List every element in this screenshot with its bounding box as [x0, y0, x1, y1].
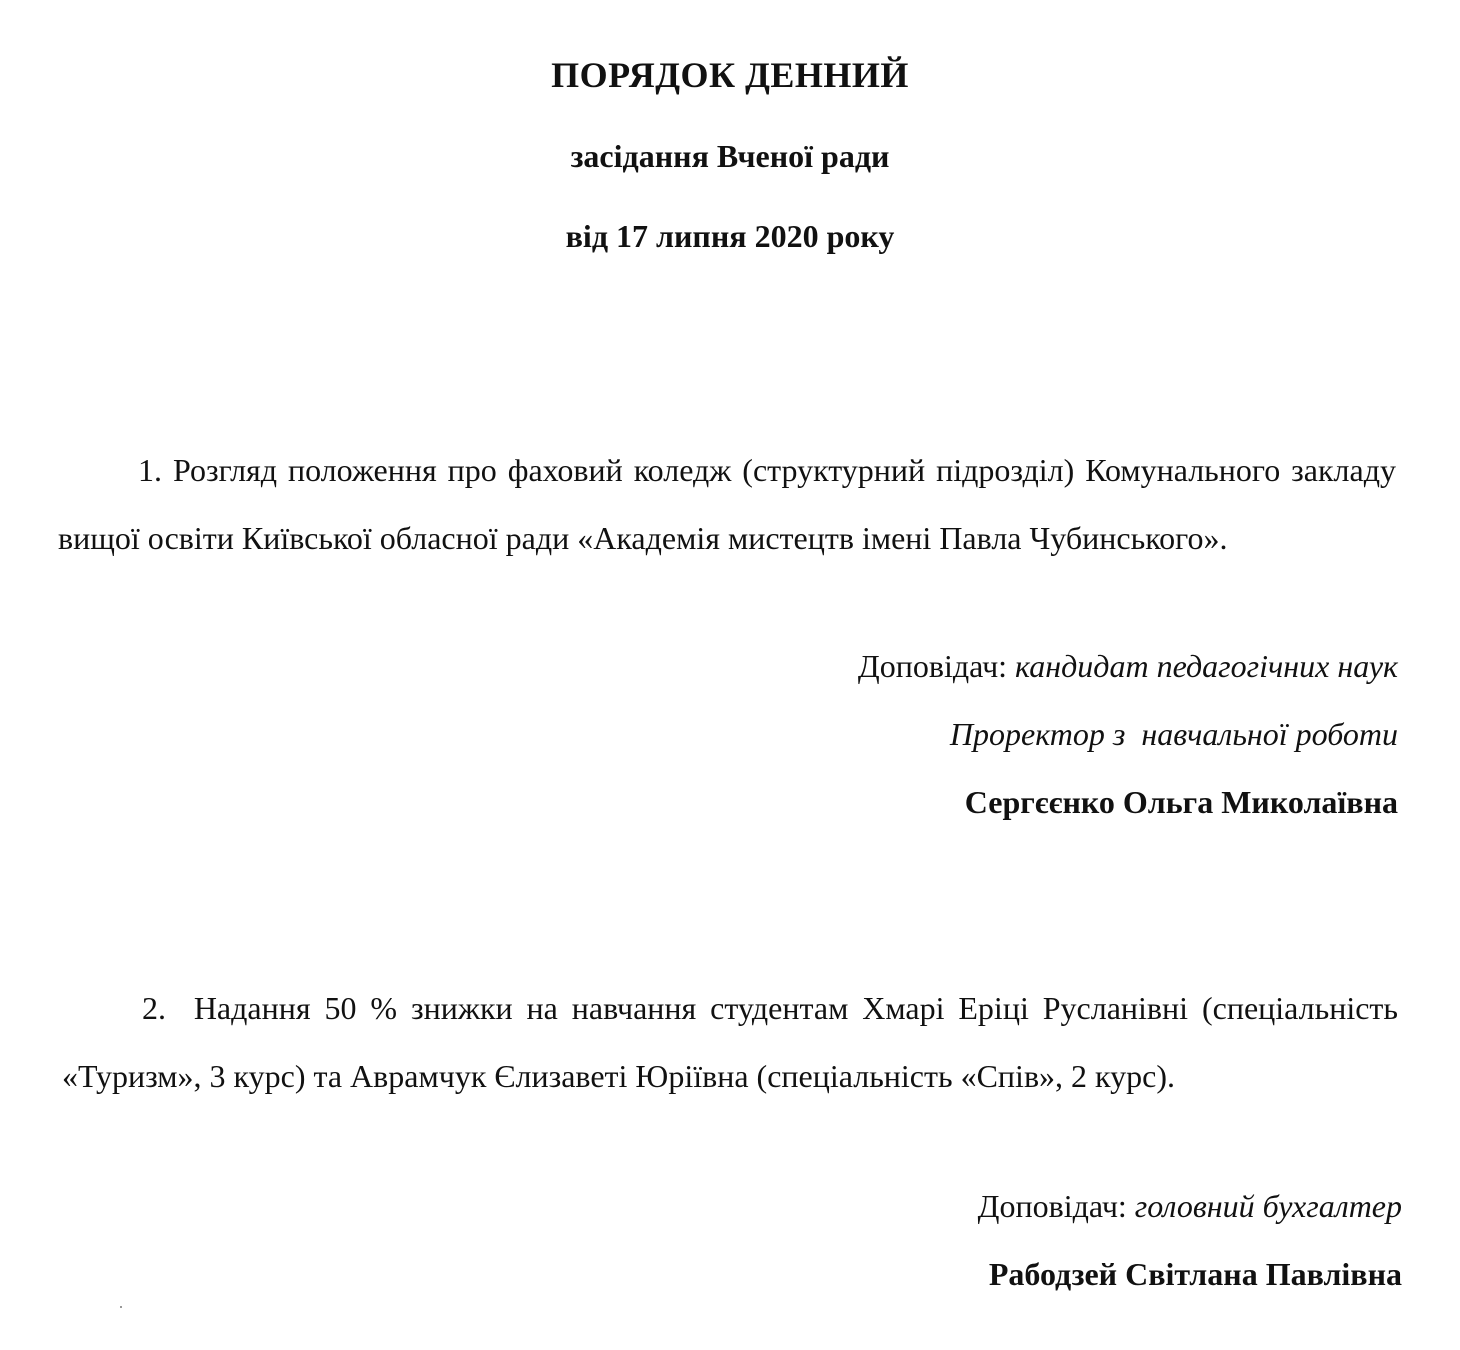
agenda-item-1-number: 1. [138, 452, 162, 488]
agenda-item-1-speaker-position: Проректор з навчальної роботи [949, 716, 1398, 752]
agenda-item-1-speaker-degree: кандидат педагогічних наук [1015, 648, 1398, 684]
agenda-item-2-speaker-position-line [978, 1188, 1402, 1225]
agenda-item-1-speaker-degree-line [858, 648, 1398, 685]
agenda-item-1-speaker-label: Доповідач: [857, 648, 1016, 684]
agenda-item-1-speaker-name-line [965, 784, 1398, 821]
agenda-item-2 [62, 974, 1398, 1110]
agenda-item-1-text: Розгляд положення про фаховий коледж (структурний підрозділ) Комунального закладу вищої освіти Київської обласної ради «Академія мистецтв імені Павла Чубинського». [58, 452, 1397, 556]
agenda-item-2-speaker-position: головний бухгалтер [1134, 1188, 1402, 1224]
agenda-item-1-speaker-name: Сергєєнко Ольга Миколаївна [964, 784, 1398, 820]
agenda-item-1 [58, 436, 1396, 572]
agenda-item-2-text: Надання 50 % знижки на навчання студентам Хмарі Еріці Русланівні (спеціальність «Туризм», 3 курс) та Аврамчук Єлизаветі Юріївна (спеціальність «Спів», 2 курс). [62, 990, 1399, 1094]
agenda-item-2-speaker-name: Рабодзей Світлана Павлівна [988, 1256, 1402, 1292]
agenda-item-2-speaker-label: Доповідач: [977, 1188, 1135, 1224]
document-date: від 17 липня 2020 року [565, 218, 895, 254]
document-subtitle: засідання Вченої ради [570, 138, 890, 174]
agenda-item-2-speaker-name-line [989, 1256, 1402, 1293]
scan-speck [120, 1306, 122, 1308]
document-title: ПОРЯДОК ДЕННИЙ [551, 55, 909, 95]
agenda-item-2-number: 2. [142, 990, 166, 1026]
agenda-item-1-speaker-position-line [950, 716, 1398, 753]
